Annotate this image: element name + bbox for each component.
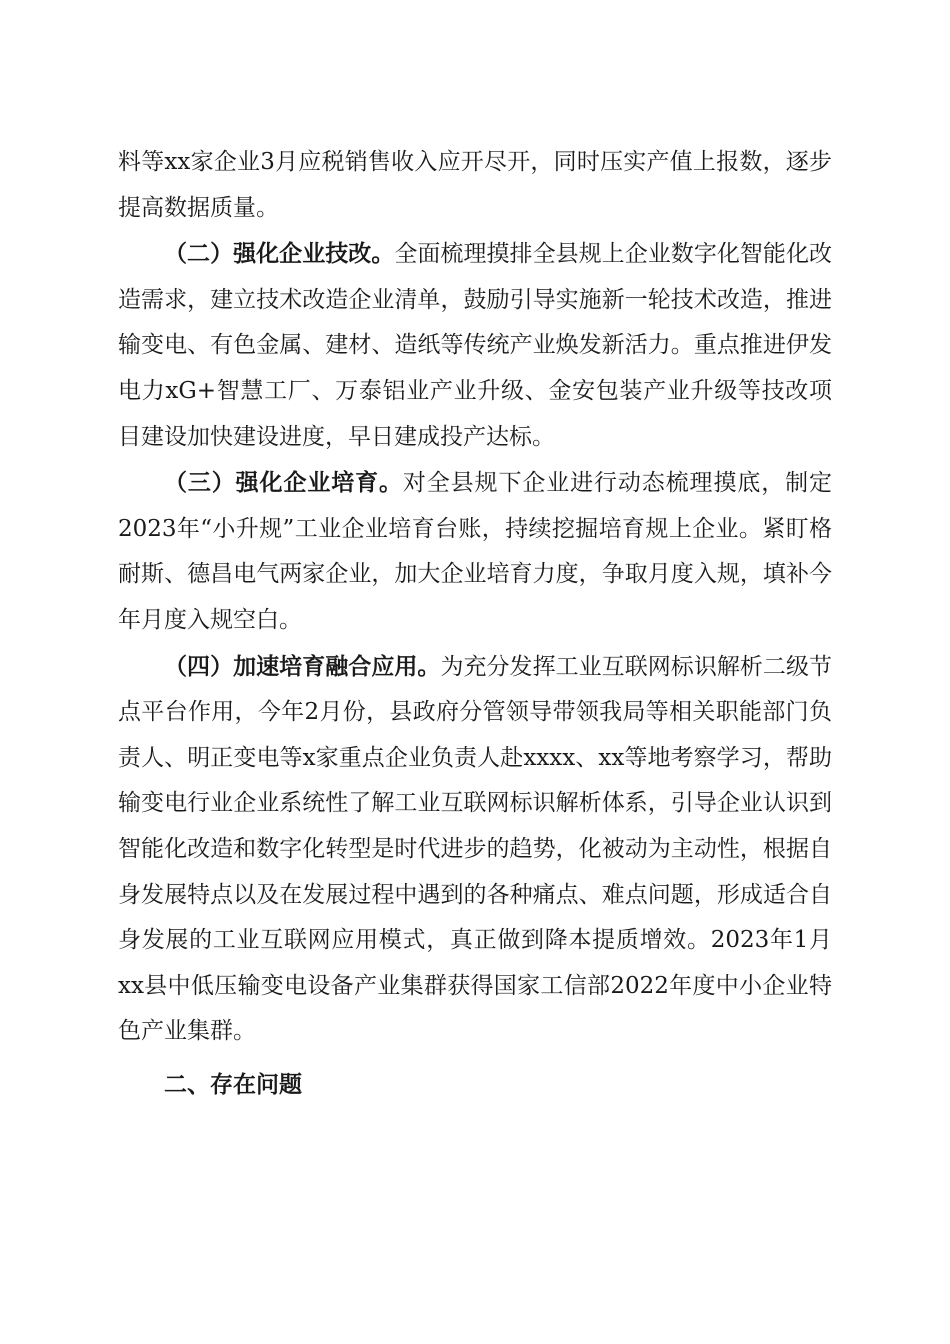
document-body — [118, 140, 832, 1108]
paragraph-text: 为充分发挥工业互联网标识解析二级节点平台作用，今年2月份，县政府分管领导带领我局等相关职能部门负责人、明正变电等x家重点企业负责人赴xxxx、xx等地考察学习，帮助输变电行业企业系统性了解工业互联网标识解析体系，引导企业认识到智能化改造和数字化转型是时代进步的趋势，化被动为主动性，根据自身发展特点以及在发展过程中遇到的各种痛点、难点问题，形成适合自身发展的工业互联网应用模式，真正做到降本提质增效。2023年1月xx县中低压输变电设备产业集群获得国家工信部2022年度中小企业特色产业集群。 — [118, 653, 833, 1045]
paragraph-enterprise-cultivation — [118, 460, 832, 643]
paragraph-text: 料等xx家企业3月应税销售收入应开尽开，同时压实产值上报数，逐步提高数据质量。 — [118, 149, 832, 221]
paragraph-text: 对全县规下企业进行动态梳理摸底，制定2023年“小升规”工业企业培育台账，持续挖掘培育规上企业。紧盯格耐斯、德昌电气两家企业，加大企业培育力度，争取月度入规，填补今年月度入规空白。 — [118, 470, 833, 633]
paragraph-heading: （二）强化企业技改。 — [164, 240, 395, 268]
paragraph-tech-upgrade — [118, 231, 832, 460]
paragraph-text: 全面梳理摸排全县规上企业数字化智能化改造需求，建立技术改造企业清单，鼓励引导实施新一轮技术改造，推进输变电、有色金属、建材、造纸等传统产业焕发新活力。重点推进伊发电力xG+智慧工厂、万泰铝业产业升级、金安包装产业升级等技改项目建设加快建设进度，早日建成投产达标。 — [118, 241, 833, 450]
paragraph-heading: （三）强化企业培育。 — [164, 469, 403, 497]
paragraph-continuation — [118, 140, 832, 231]
paragraph-heading: （四）加速培育融合应用。 — [164, 652, 441, 680]
paragraph-integration-application — [118, 644, 832, 1055]
section-title: 二、存在问题 — [164, 1071, 302, 1098]
